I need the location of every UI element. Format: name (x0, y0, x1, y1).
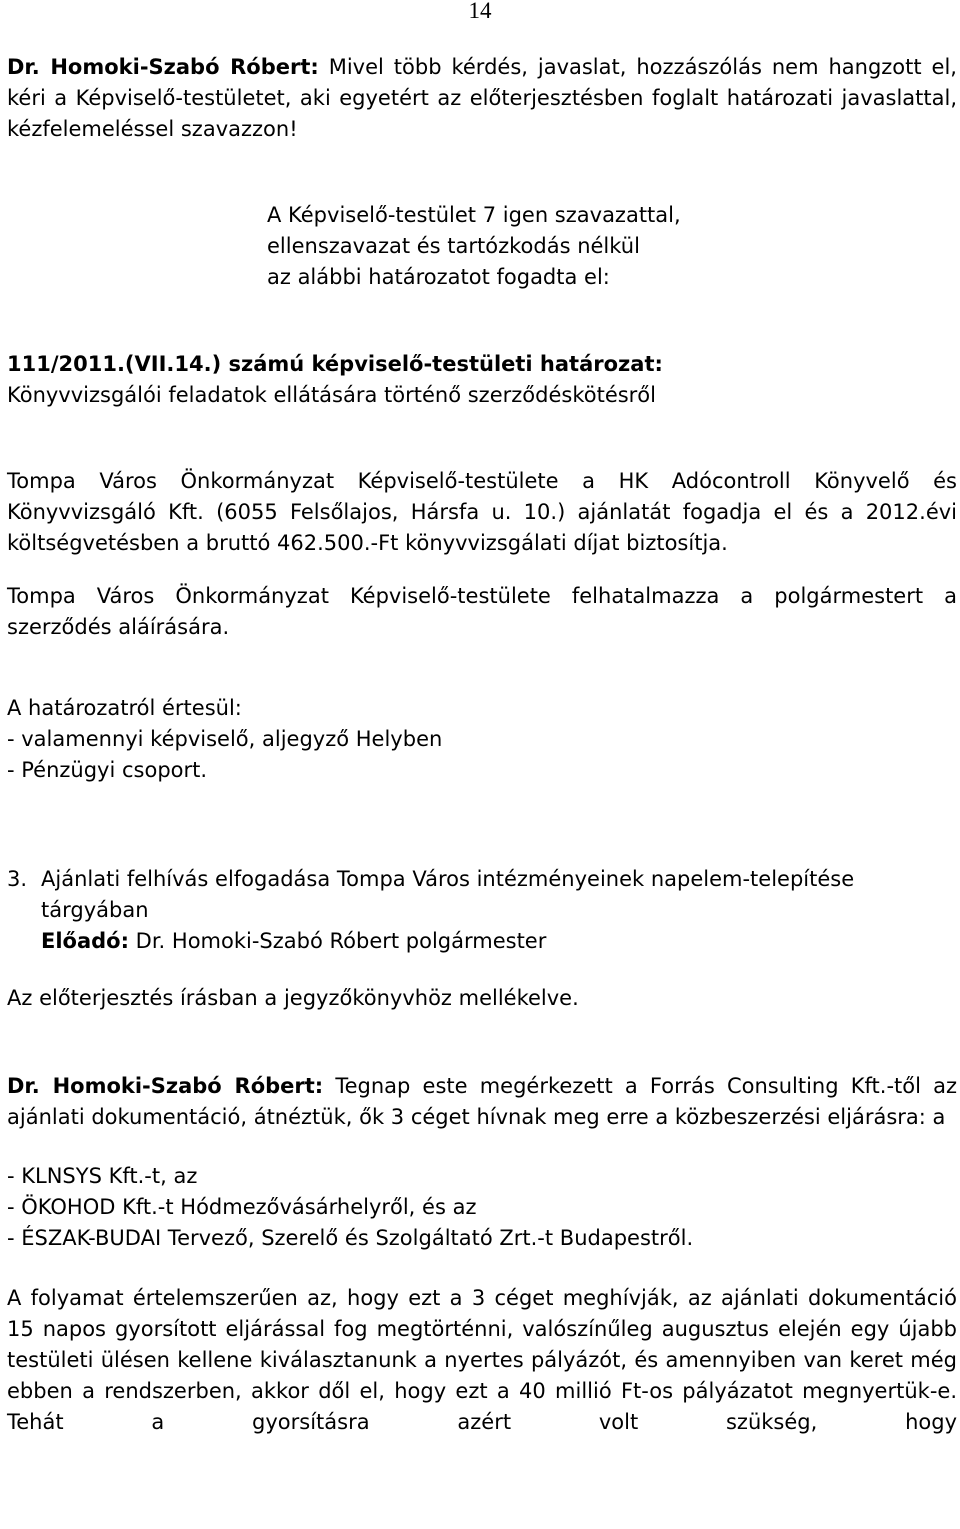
vote-line-2: ellenszavazat és tartózkodás nélkül (267, 234, 640, 258)
company-item: - ÖKOHOD Kft.-t Hódmezővásárhelyről, és az (7, 1195, 477, 1219)
company-item: - KLNSYS Kft.-t, az (7, 1164, 198, 1188)
presenter-name: Dr. Homoki-Szabó Róbert polgármester (129, 929, 547, 953)
page-number: 14 (468, 0, 492, 23)
agenda-presenter (41, 926, 957, 957)
notification-item: - Pénzügyi csoport. (7, 758, 208, 782)
resolution-paragraph-1: Tompa Város Önkormányzat Képviselő-testülete a HK Adócontroll Könyvelő és Könyvvizsgáló Kft. (6055 Felsőlajos, Hársfa u. 10.) ajánlatát fogadja el és a 2012.évi költségvetésben a bruttó 462.500.-Ft könyvvizsgálati díjat biztosítja. (7, 469, 957, 555)
notification-list (7, 693, 957, 786)
speaker-name: Dr. Homoki-Szabó Róbert: (7, 1074, 324, 1098)
paragraph-process: A folyamat értelemszerűen az, hogy ezt a 3 céget meghívják, az ajánlati dokumentáció 15 napos gyorsított eljárással fog megtörténni, valószínűleg augusztus elején egy újabb testületi ülésen kellene kiválasztanunk a nyertes pályázót, és amennyiben van keret még ebben a rendszerben, akkor dől el, hogy ezt a 40 millió Ft-os pályázatot megnyertük-e. Tehát a gyorsításra azért volt szükség, hogy (7, 1286, 957, 1434)
agenda-title-line-1: Ajánlati felhívás elfogadása Tompa Város intézményeinek napelem-telepítése (41, 867, 855, 891)
company-list (7, 1161, 957, 1254)
attachment-note: Az előterjesztés írásban a jegyzőkönyvhöz mellékelve. (7, 986, 579, 1010)
document-body (7, 52, 957, 1438)
speaker-name: Dr. Homoki-Szabó Róbert: (7, 55, 319, 79)
paragraph-text: Mivel több kérdés, javaslat, hozzászólás nem hangzott el, kéri a Képviselő-testületet, aki egyetért az előterjesztésben foglalt határozati javaslattal, kézfelemeléssel szavazzon! (7, 55, 957, 141)
presenter-label: Előadó: (41, 929, 129, 953)
speaker-paragraph-1 (7, 52, 957, 145)
vote-result (267, 200, 957, 293)
resolution-title: 111/2011.(VII.14.) számú képviselő-testületi határozat: (7, 352, 663, 376)
vote-line-1: A Képviselő-testület 7 igen szavazattal, (267, 203, 681, 227)
paragraph-text: Tegnap este megérkezett a Forrás Consulting Kft.-től az ajánlati dokumentáció, átnéztük, ők 3 céget hívnak meg erre a közbeszerzési eljárásra: a (7, 1074, 957, 1129)
company-item: - ÉSZAK-BUDAI Tervező, Szerelő és Szolgáltató Zrt.-t Budapestről. (7, 1226, 694, 1250)
notification-item: - valamennyi képviselő, aljegyző Helyben (7, 727, 443, 751)
resolution-paragraph-2: Tompa Város Önkormányzat Képviselő-testülete felhatalmazza a polgármestert a szerződés aláírására. (7, 584, 957, 639)
agenda-title-line-2: tárgyában (41, 898, 149, 922)
agenda-number: 3. (7, 867, 28, 891)
resolution-subtitle: Könyvvizsgálói feladatok ellátására történő szerződéskötésről (7, 383, 656, 407)
speaker-paragraph-2 (7, 1071, 957, 1133)
agenda-item-3 (7, 864, 957, 957)
notification-title: A határozatról értesül: (7, 696, 242, 720)
vote-line-3: az alábbi határozatot fogadta el: (267, 265, 610, 289)
